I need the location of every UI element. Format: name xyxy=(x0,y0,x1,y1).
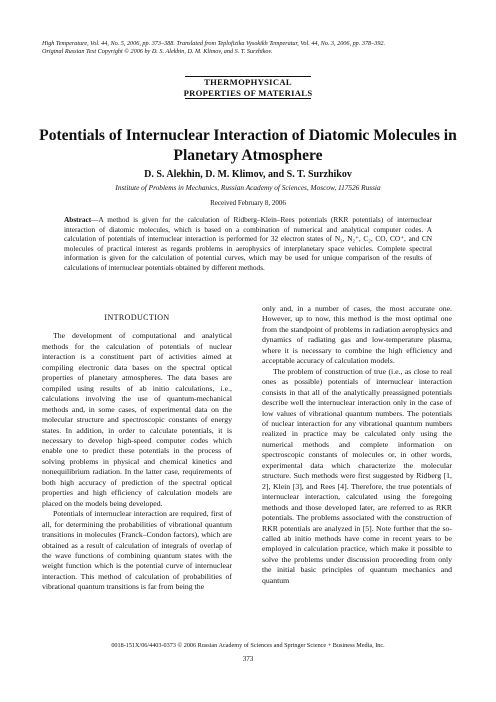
journal-line-2: Original Russian Text Copyright © 2006 by D. S. Alekhin, D. M. Klimov, and S. T. Surzhikov. xyxy=(42,48,273,56)
paragraph-left-2: Potentials of internuclear interaction are required, first of all, for determining the probabilities of vibrational quantum transitions in molecules (Franck–Condon factors), which are obtained as a result of calculation of integrals of overlap of the wave functions of combining quantum states with the weight function which is the potential curve of internuclear interaction. This method of calculation of probabilities of vibrational quantum transitions is far from being the xyxy=(42,509,232,592)
author-list: D. S. Alekhin, D. M. Klimov, and S. T. Surzhikov xyxy=(144,169,352,180)
journal-citation xyxy=(42,40,462,57)
section-heading xyxy=(0,76,496,99)
journal-line-1: High Temperature, Vol. 44, No. 5, 2006, pp. 373–388. Translated from Teplofizika Vysokikh Temperatur, Vol. 44, No. 3, 2006, pp. 378–392. xyxy=(42,40,386,47)
section-line-2: PROPERTIES OF MATERIALS xyxy=(183,87,313,98)
introduction-heading: INTRODUCTION xyxy=(104,313,170,322)
paper-title: Potentials of Internuclear Interaction of Diatomic Molecules in Planetary Atmosphere xyxy=(39,127,457,164)
received-date: Received February 8, 2006 xyxy=(210,199,286,207)
page-number: 373 xyxy=(242,655,254,663)
abstract xyxy=(64,215,432,273)
left-column xyxy=(42,313,232,593)
section-line-1: THERMOPHYSICAL xyxy=(204,77,292,87)
copyright-footer: 0018-151X/06/4403-0373 © 2006 Russian Academy of Sciences and Springer Science + Business Media, Inc. xyxy=(111,642,385,649)
right-column xyxy=(262,304,452,586)
paragraph-right-1: only and, in a number of cases, the most accurate one. However, up to now, this method is the most optimal one from the standpoint of problems in radiation aerophysics and dynamics of radiating gas and low-temperature plasma, where it is necessary to combine the high efficiency and acceptable accuracy of calculation models. xyxy=(262,304,452,366)
affiliation: Institute of Problems in Mechanics, Russian Academy of Sciences, Moscow, 117526 Russia xyxy=(115,183,381,192)
paragraph-right-2: The problem of construction of true (i.e., as close to real ones as possible) potentials of internuclear interaction consists in that all of the analytically preassigned potentials describe well the internuclear interaction only in the case of low values of vibrational quantum numbers. The potentials of nuclear interaction for any vibrational quantum numbers realized in practice may be calculated only using the numerical methods and complete information on spectroscopic constants of molecules or, in other words, experimental data which characterize the molecular structure. Such methods were first suggested by Ridberg [1, 2], Klein [3], and Rees [4]. Therefore, the true potentials of internuclear interaction, calculated using the foregoing methods and those developed later, are referred to as RKR potentials. The problems associated with the construction of RKR potentials are analyzed in [5]. Note further that the so-called ab initio methods have come in recent years to be employed in calculation practice, which make it possible to solve the problems under discussion proceeding from only the initial basic principles of quantum mechanics and quantum xyxy=(262,366,452,585)
abstract-label: Abstract xyxy=(64,215,92,224)
section-rule-bottom xyxy=(185,98,311,99)
paragraph-left-1: The development of computational and analytical methods for the calculation of potentials of nuclear interaction is a constituent part of activities aimed at compiling electronic data bases on the spectral optical properties of planetary atmospheres. The data bases are compiled using results of ab initio calculations, i.e., calculations involving the use of quantum-mechanical methods and, in some cases, of experimental data on the molecular structure and spectroscopic constants of energy states. In addition, in order to calculate potentials, it is necessary to develop high-speed computer codes which enable one to predict these potentials in the process of solving problems in physical and chemical kinetics and nonequilibrium radiation. In the latter case, requirements of both high accuracy of prediction of the spectral optical properties and high efficiency of calculation models are placed on the models being developed. xyxy=(42,331,232,508)
abstract-text: —A method is given for the calculation of Ridberg–Klein–Rees potentials (RKR potentials) of internuclear interaction of diatomic molecules, which is based on a combination of numerical and analytical computer codes. A calculation of potentials of internuclear interaction is performed for 32 electron states of N₂, N₂⁺, C₂, CO, CO⁺, and CN molecules of practical interest as regards problems in aerophysics of interplanetary space vehicles. Complete spectral information is given for the calculation of potential curves, which may be used for unique comparison of the results of calculations of internuclear potentials obtained by different methods. xyxy=(64,215,432,272)
